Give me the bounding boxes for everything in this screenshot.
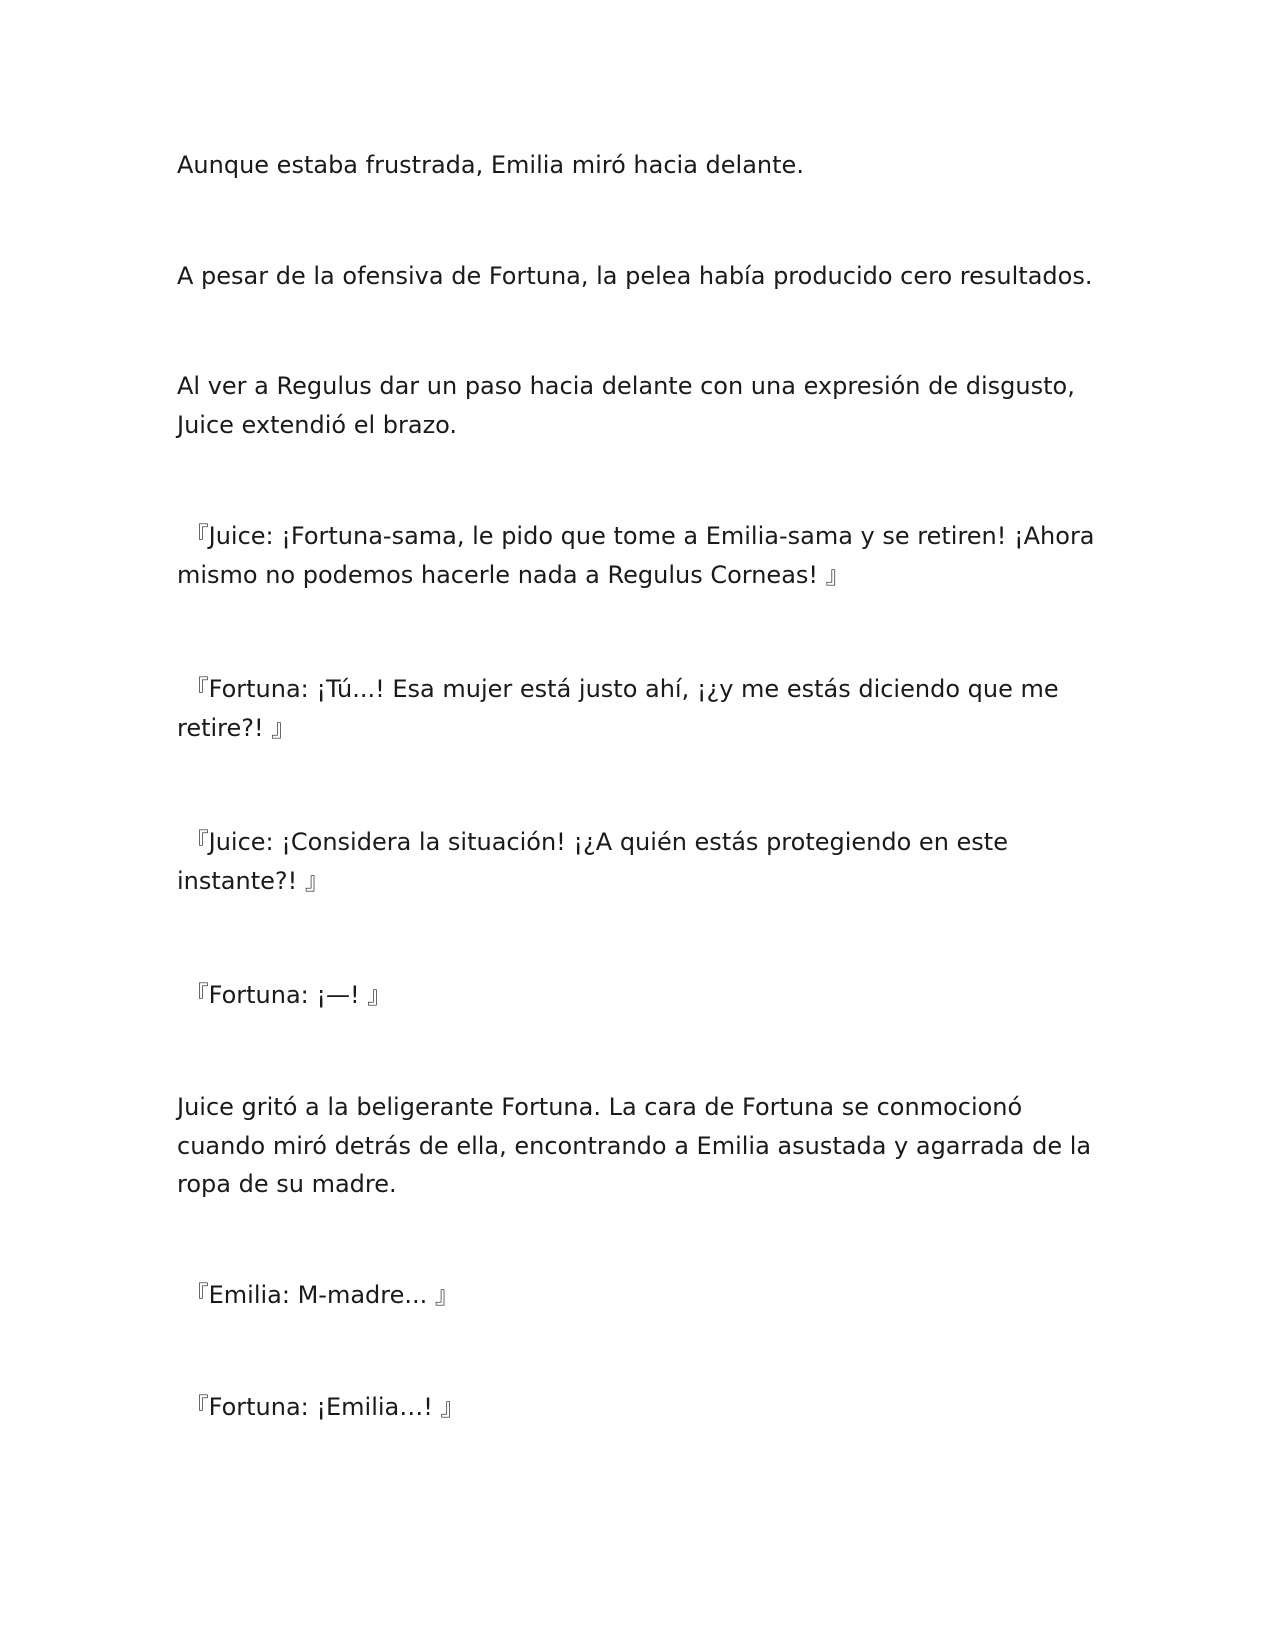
dialogue-line-juice: 『Juice: ¡Considera la situación! ¡¿A quién estás protegiendo en este instante?! 』 bbox=[177, 828, 1016, 895]
dialogue-line-emilia: 『Emilia: M-madre... 』 bbox=[177, 1281, 459, 1309]
dialogue-line-fortuna: 『Fortuna: ¡Tú...! Esa mujer está justo ahí, ¡¿y me estás diciendo que me retire?! 』 bbox=[177, 675, 1067, 742]
narration-paragraph: Juice gritó a la beligerante Fortuna. La cara de Fortuna se conmocionó cuando miró detrás de ella, encontrando a Emilia asustada y agarrada de la ropa de su madre. bbox=[177, 1093, 1099, 1198]
dialogue-line-juice: 『Juice: ¡Fortuna-sama, le pido que tome a Emilia-sama y se retiren! ¡Ahora mismo no podemos hacerle nada a Regulus Corneas! 』 bbox=[177, 522, 1103, 589]
narration-paragraph: Aunque estaba frustrada, Emilia miró hacia delante. bbox=[177, 151, 804, 179]
narration-paragraph: A pesar de la ofensiva de Fortuna, la pelea había producido cero resultados. bbox=[177, 262, 1093, 290]
dialogue-line-fortuna: 『Fortuna: ¡Emilia…! 』 bbox=[177, 1393, 465, 1421]
dialogue-line-fortuna: 『Fortuna: ¡—! 』 bbox=[177, 981, 392, 1009]
narration-paragraph: Al ver a Regulus dar un paso hacia delante con una expresión de disgusto, Juice extendió el brazo. bbox=[177, 372, 1083, 439]
